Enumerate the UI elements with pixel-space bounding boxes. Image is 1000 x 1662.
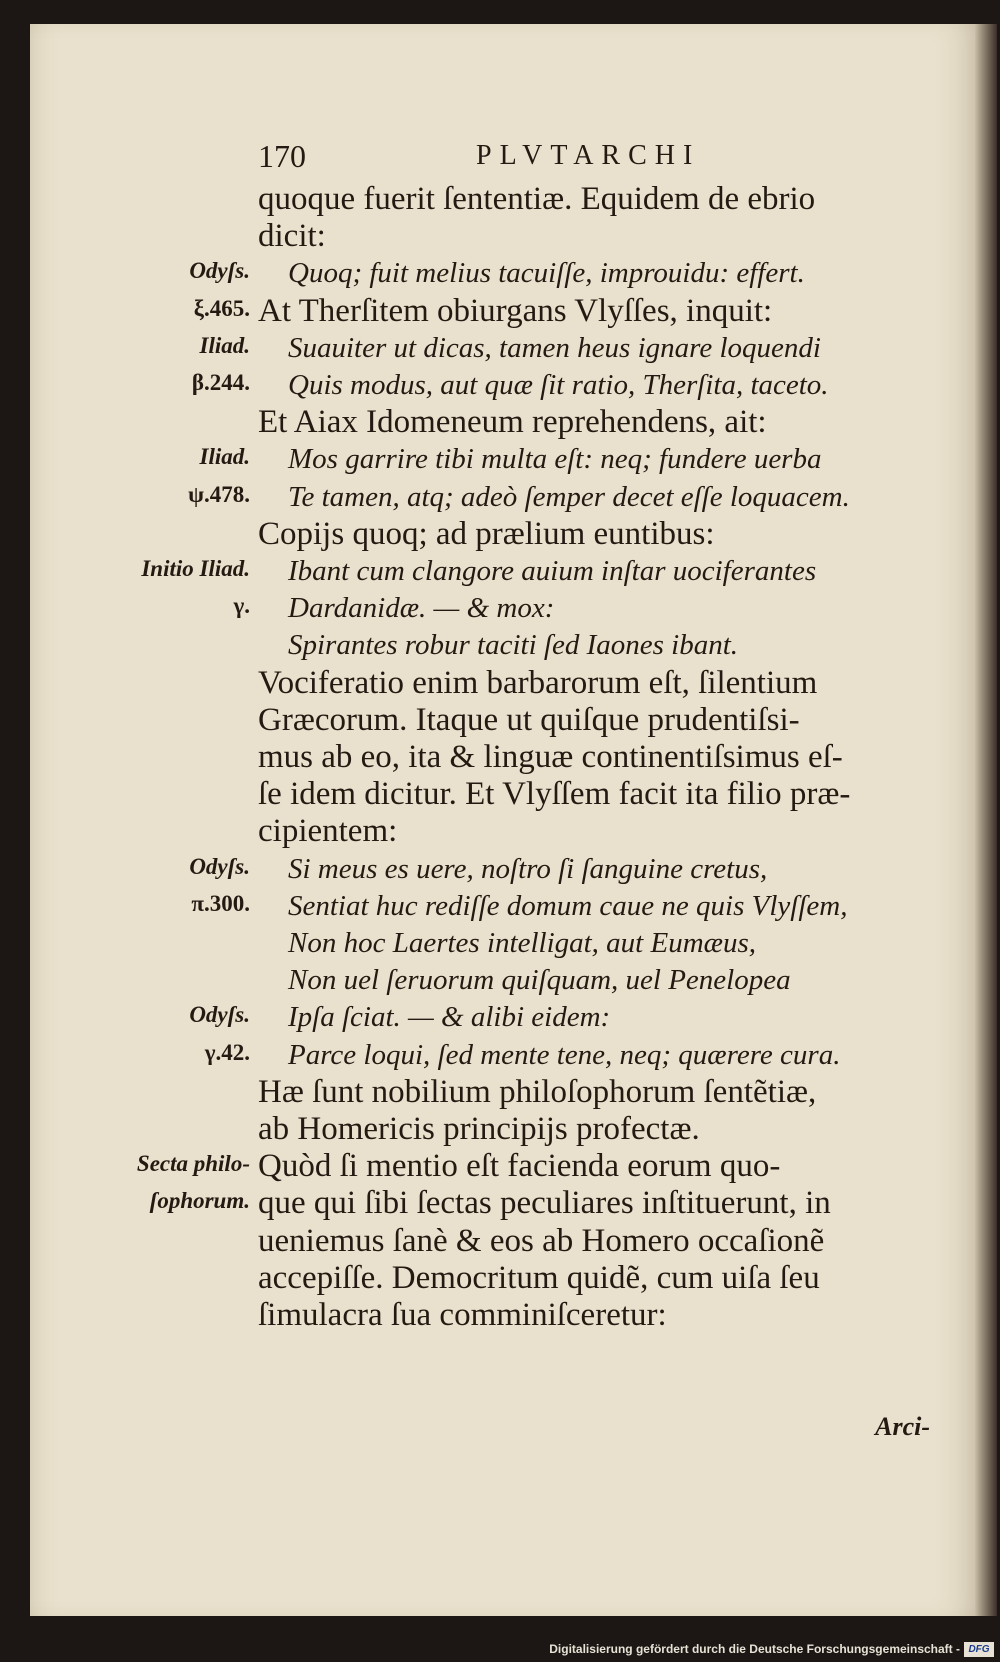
page-header [258, 138, 778, 182]
text-line: Suauiter ut dicas, tamen heus ignare loquendi [288, 331, 821, 364]
margin-note: γ. [233, 593, 250, 619]
margin-note: Odyſs. [189, 853, 250, 879]
text-line: Ipſa ſciat. — & alibi eidem: [288, 1001, 611, 1034]
margin-note: Iliad. [199, 332, 250, 358]
text-line: cipientem: [258, 813, 398, 850]
text-line: Et Aiax Idomeneum reprehendens, ait: [258, 404, 767, 441]
text-line: Quòd ſi mentio eſt facienda eorum quo- [258, 1148, 781, 1185]
text-line: Hæ ſunt nobilium philoſophorum ſentẽtiæ, [258, 1073, 817, 1110]
text-line: Græcorum. Itaque ut quiſque prudentiſsi- [258, 701, 800, 738]
text-line: ſimulacra ſua comminiſceretur: [258, 1297, 667, 1333]
footer-bar [0, 1640, 1000, 1662]
text-line: At Therſitem obiurgans Vlyſſes, inquit: [258, 292, 773, 329]
text-line: Spirantes robur taciti ſed Iaones ibant. [288, 629, 739, 662]
page-edge [975, 24, 997, 1616]
text-line: que qui ſibi ſectas peculiares inſtituerunt, in [258, 1185, 831, 1222]
text-line: quoque fuerit ſententiæ. Equidem de ebrio [258, 181, 816, 217]
text-line: dicit: [258, 218, 326, 255]
margin-note: γ.42. [204, 1039, 250, 1065]
text-line: Non uel ſeruorum quiſquam, uel Penelopea [288, 964, 791, 997]
running-title: PLVTARCHI [476, 140, 701, 171]
text-line: ſe idem dicitur. Et Vlyſſem facit ita filio præ- [258, 776, 851, 813]
margin-note: β.244. [191, 370, 250, 395]
catchword: Arci- [875, 1412, 930, 1441]
text-line: Copijs quoq; ad prælium euntibus: [258, 515, 715, 552]
text-line: ueniemus ſanè & eos ab Homero occaſionẽ [258, 1222, 825, 1259]
margin-note: ψ.478. [188, 481, 250, 507]
text-line: Parce loqui, ſed mente tene, neq; quærere cura. [288, 1038, 841, 1071]
text-line: Mos garrire tibi multa eſt: neq; fundere uerba [288, 443, 822, 476]
text-line: Si meus es uere, noſtro ſi ſanguine cretus, [288, 852, 768, 885]
text-line: accepiſſe. Democritum quidẽ, cum uiſa ſeu [258, 1259, 820, 1296]
footer-credit: Digitalisierung gefördert durch die Deutsche Forschungsgemeinschaft - [549, 1642, 960, 1656]
text-line: Vociferatio enim barbarorum eſt, ſilentium [258, 664, 818, 701]
text-line: Dardanidæ. — & mox: [288, 592, 555, 625]
text-line: Te tamen, atq; adeò ſemper decet eſſe loquacem. [288, 480, 850, 513]
margin-note: Initio Iliad. [141, 556, 250, 581]
text-line: Non hoc Laertes intelligat, aut Eumæus, [288, 927, 757, 959]
dfg-logo: DFG [964, 1642, 994, 1657]
margin-note: Secta philo- [136, 1151, 250, 1177]
text-line: Ibant cum clangore auium inſtar uociferantes [288, 555, 817, 587]
margin-note: Odyſs. [189, 258, 250, 284]
text-line: ab Homericis principijs profectæ. [258, 1111, 700, 1147]
margin-note: Odyſs. [189, 1002, 250, 1028]
text-line: Quoq; fuit melius tacuiſſe, improuidu: effert. [288, 257, 805, 290]
text-line: Quis modus, aut quæ ſit ratio, Therſita, taceto. [288, 369, 829, 401]
margin-note: π.300. [191, 890, 250, 916]
page-number: 170 [258, 138, 306, 174]
margin-note: ξ.465. [193, 295, 250, 321]
margin-note: ſophorum. [149, 1188, 250, 1214]
text-line: Sentiat huc rediſſe domum caue ne quis Vlyſſem, [288, 889, 848, 922]
margin-note: Iliad. [199, 444, 250, 470]
text-line: mus ab eo, ita & linguæ continentiſsimus eſ- [258, 739, 843, 775]
